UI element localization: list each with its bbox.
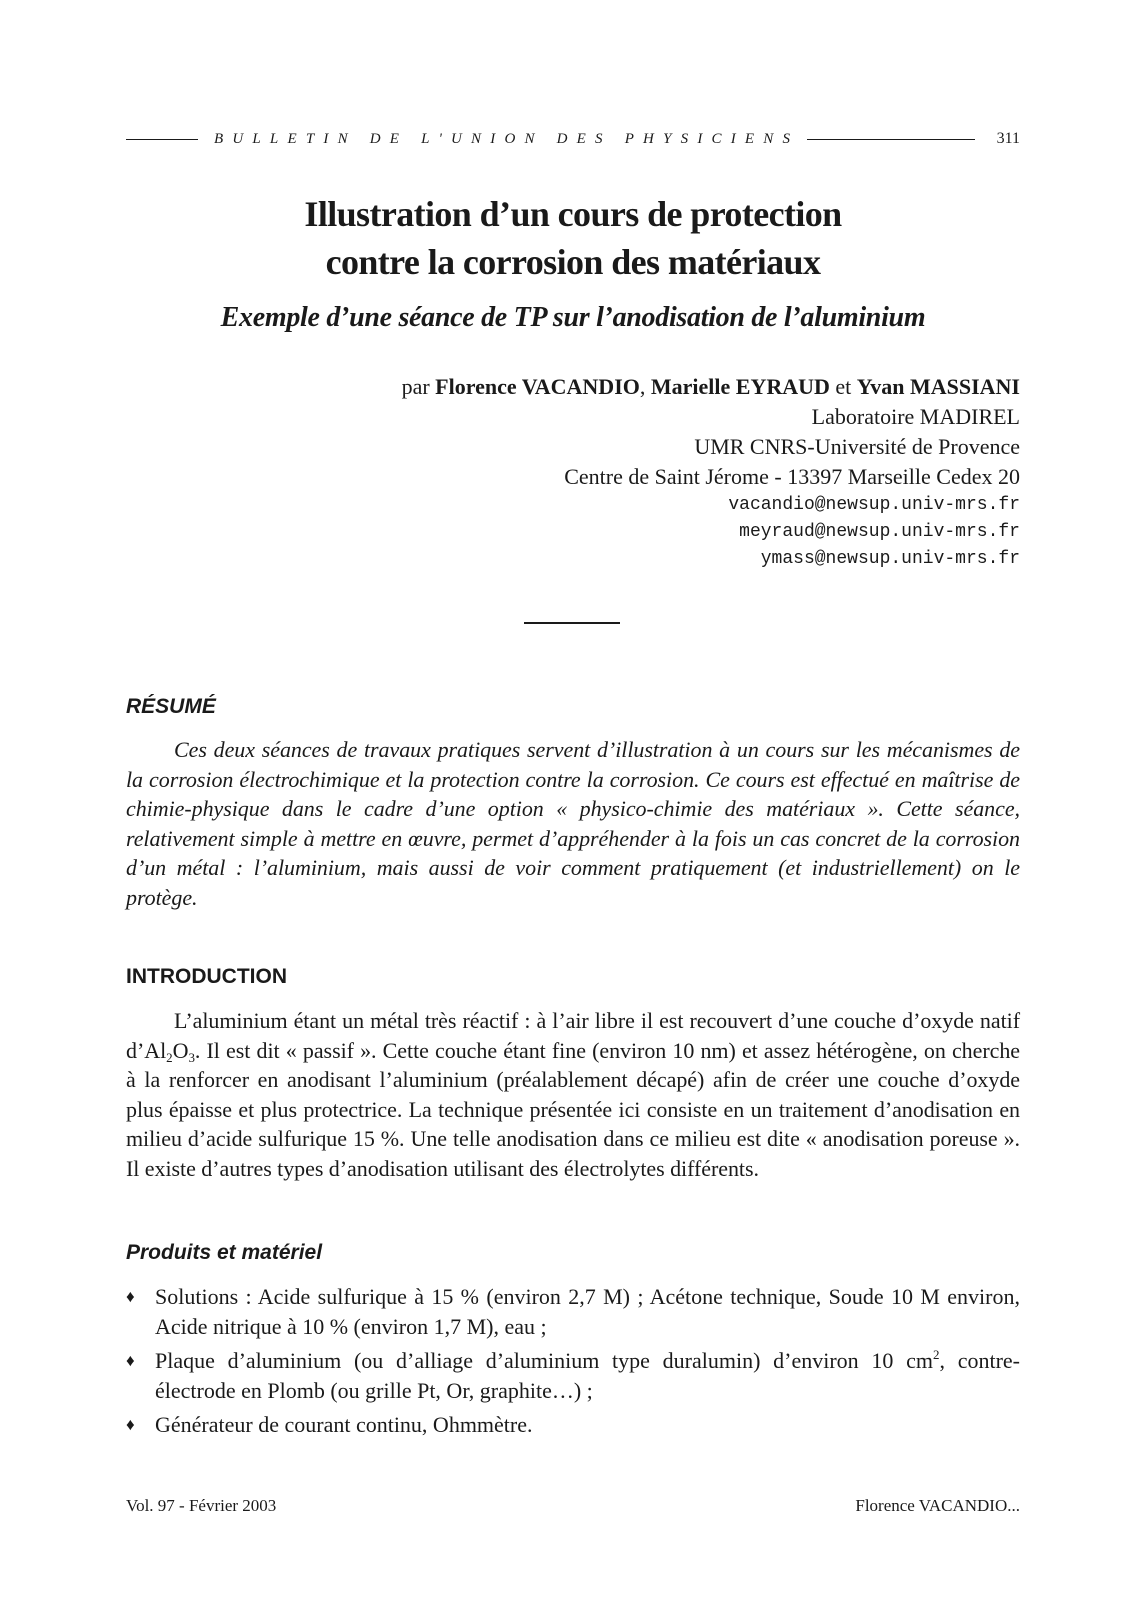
- resume-text: Ces deux séances de travaux pratiques servent d’illustration à un cours sur les mécanismes de la corrosion électrochimique et la protection contre la corrosion. Ce cours est effectué en maîtrise de chimie-physique dans le cadre d’une option « physico-chimie des matériaux ». Cette séance, relativement simple à mettre en œuvre, permet d’appréhender à la fois un cas concret de la corrosion d’un métal : l’aluminium, mais aussi de voir comment pratiquement (et industriellement) on le protège.: [126, 737, 1020, 910]
- affiliation-address: Centre de Saint Jérome - 13397 Marseille Cedex 20: [564, 464, 1020, 489]
- footer-volume: Vol. 97 - Février 2003: [126, 1496, 277, 1515]
- email-link[interactable]: meyraud@newsup.univ-mrs.fr: [739, 522, 1020, 542]
- materials-list: [126, 1282, 1020, 1444]
- introduction-text: L’aluminium étant un métal très réactif : à l’air libre il est recouvert d’une couche d’oxyde natif $d’Al_2O_3$. Il est dit « passif ». Cette couche étant fine (environ 10 nm) et assez hétérogène, on cherche à la renforcer en anodisant l’aluminium (préalablement décapé) afin de créer une couche d’oxyde plus épaisse et plus protectrice. La technique présentée ici consiste en un traitement d’anodisation en milieu d’acide sulfurique 15 %. Une telle anodisation dans ce milieu est dite « anodisation poreuse ». Il existe d’autres types d’anodisation utilisant des électrolytes différents.: [126, 1008, 1020, 1181]
- header-rule-right: [807, 139, 974, 140]
- author-line: [402, 372, 1020, 402]
- title-line-1: Illustration d’un cours de protection: [304, 194, 842, 234]
- author-conj: et: [835, 374, 852, 399]
- email-link[interactable]: ymass@newsup.univ-mrs.fr: [760, 549, 1020, 569]
- affiliation-umr: UMR CNRS-Université de Provence: [694, 434, 1020, 459]
- diamond-bullet-icon: ♦: [126, 1287, 135, 1306]
- footer-author: Florence VACANDIO...: [855, 1496, 1020, 1515]
- affiliation-lab: Laboratoire MADIREL: [811, 404, 1020, 429]
- email-link[interactable]: vacandio@newsup.univ-mrs.fr: [728, 495, 1020, 515]
- paper-page: [126, 0, 1020, 1600]
- running-header: [126, 128, 1020, 150]
- journal-name: BULLETIN DE L'UNION DES PHYSICIENS: [214, 130, 800, 147]
- diamond-bullet-icon: ♦: [126, 1351, 135, 1370]
- article-subtitle: Exemple d’une séance de TP sur l’anodisation de l’aluminium: [220, 302, 926, 333]
- page-footer: [126, 1496, 1020, 1520]
- author-prefix: par: [401, 374, 430, 399]
- author-sep: ,: [639, 374, 646, 399]
- list-item: ♦ Générateur de courant continu, Ohmmètre.: [126, 1410, 1020, 1440]
- article-title: [126, 190, 1020, 286]
- author-block: [402, 372, 1020, 573]
- section-separator: [524, 622, 620, 624]
- materials-heading: Produits et matériel: [126, 1241, 323, 1264]
- resume-heading: RÉSUMÉ: [126, 695, 216, 718]
- list-item: ♦ Solutions : Acide sulfurique à 15 % (environ 2,7 M) ; Acétone technique, Soude 10 M environ, Acide nitrique à 10 % (environ 1,7 M), eau ;: [126, 1284, 1020, 1339]
- author-3: Yvan MASSIANI: [856, 374, 1020, 399]
- author-1: Florence VACANDIO: [435, 374, 640, 399]
- introduction-heading: INTRODUCTION: [126, 965, 287, 988]
- page-number: 311: [996, 130, 1020, 147]
- diamond-bullet-icon: ♦: [126, 1415, 135, 1434]
- title-line-2: contre la corrosion des matériaux: [325, 242, 821, 282]
- author-2: Marielle EYRAUD: [650, 374, 830, 399]
- header-rule-left: [126, 139, 198, 140]
- list-item: ♦ Plaque d’aluminium (ou d’alliage d’aluminium type duralumin) d’environ 10 $cm^2$, contre-électrode en Plomb (ou grille Pt, Or, graphite…) ;: [126, 1347, 1020, 1403]
